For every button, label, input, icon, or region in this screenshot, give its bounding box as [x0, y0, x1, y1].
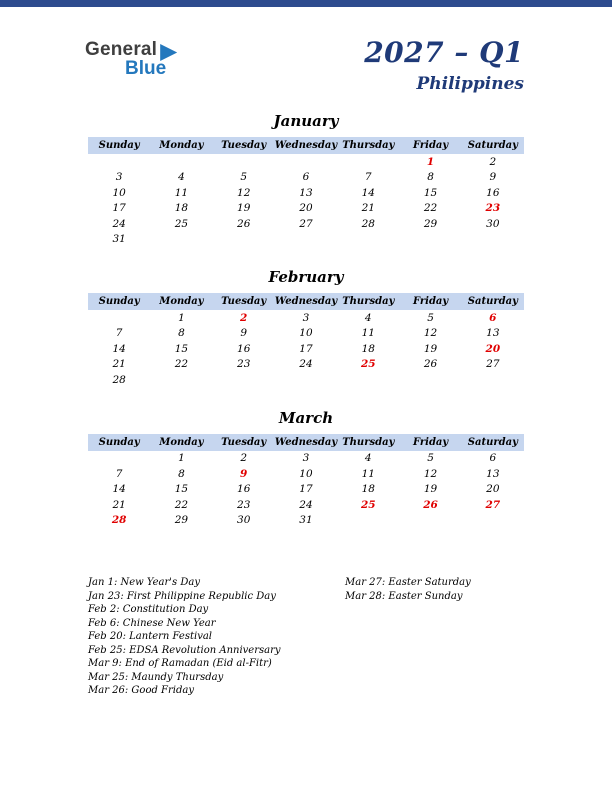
- date-cell: 24: [299, 358, 313, 371]
- date-cell: 21: [112, 358, 126, 371]
- month-title: March: [278, 408, 334, 427]
- page-subtitle: Philippines: [416, 74, 524, 94]
- date-cell: 25: [174, 217, 189, 230]
- date-cell: 6: [302, 171, 310, 184]
- date-cell: 4: [364, 311, 372, 324]
- week-row: [88, 185, 524, 201]
- date-cell: 30: [237, 514, 251, 527]
- date-cell: 4: [364, 452, 372, 465]
- date-cell: 19: [423, 483, 438, 496]
- date-cell: 26: [423, 498, 438, 511]
- date-cell: 9: [240, 327, 248, 340]
- holiday-note: Jan 1: New Year's Day: [88, 577, 200, 588]
- date-cell: 27: [485, 498, 501, 511]
- date-cell: 26: [423, 358, 438, 371]
- week-row: [88, 154, 524, 170]
- date-cell: 15: [174, 342, 189, 355]
- date-cell: 17: [112, 202, 126, 215]
- weekday-header-wednesday: Wednesday: [274, 436, 338, 448]
- date-cell: 4: [178, 171, 185, 184]
- date-cell: 15: [423, 186, 438, 199]
- date-cell: 23: [237, 358, 251, 371]
- page-title: 2027 – Q1: [364, 36, 524, 69]
- weekday-header-monday: Monday: [159, 436, 204, 448]
- date-cell: 14: [112, 483, 126, 496]
- weekday-header-row: [88, 434, 524, 451]
- months-container: [88, 112, 524, 549]
- date-cell: 28: [112, 373, 126, 386]
- week-row: [88, 326, 524, 342]
- date-cell: 17: [299, 483, 313, 496]
- title-block: [364, 36, 524, 94]
- holiday-note: Feb 6: Chinese New Year: [88, 617, 216, 629]
- weekday-header-wednesday: Wednesday: [274, 140, 338, 151]
- weekday-header-saturday: Saturday: [467, 296, 518, 307]
- logo: [85, 38, 177, 79]
- weekday-header-sunday: Sunday: [98, 140, 140, 151]
- date-cell: 31: [112, 233, 126, 246]
- date-cell: 27: [299, 217, 313, 230]
- date-cell: 18: [361, 342, 375, 355]
- weekday-header-wednesday: Wednesday: [274, 296, 338, 307]
- date-cell: 7: [115, 327, 123, 340]
- date-cell: 18: [361, 483, 375, 496]
- date-cell: 23: [485, 202, 501, 215]
- date-cell: 1: [178, 311, 185, 324]
- date-cell: 11: [361, 467, 375, 480]
- holiday-notes: [88, 576, 524, 698]
- holiday-notes-left: [88, 576, 345, 698]
- date-cell: 23: [237, 498, 251, 511]
- logo-text-blue: Blue: [125, 58, 167, 79]
- date-cell: 16: [237, 483, 251, 496]
- week-row: [88, 341, 524, 357]
- date-cell: 12: [423, 327, 438, 340]
- month-february: [88, 268, 524, 388]
- date-cell: 8: [427, 171, 434, 184]
- weekday-header-thursday: Thursday: [342, 436, 395, 448]
- date-cell: 13: [486, 327, 500, 340]
- weekday-header-tuesday: Tuesday: [221, 140, 267, 151]
- week-row: [88, 513, 524, 529]
- weekday-header-friday: Friday: [412, 296, 449, 307]
- weekday-header-tuesday: Tuesday: [221, 296, 267, 307]
- weekday-header-thursday: Thursday: [342, 296, 395, 307]
- date-cell: 20: [486, 483, 500, 496]
- date-cell: 27: [486, 358, 500, 371]
- week-row: [88, 216, 524, 232]
- month-title: January: [273, 112, 339, 130]
- date-cell: 7: [115, 467, 123, 480]
- date-cell: 11: [174, 186, 189, 199]
- date-cell: 2: [489, 155, 497, 168]
- weekday-header-saturday: Saturday: [467, 436, 518, 448]
- date-cell: 3: [302, 311, 310, 324]
- date-cell: 24: [299, 498, 313, 511]
- week-row: [88, 357, 524, 373]
- date-cell: 10: [112, 186, 126, 199]
- date-cell: 19: [423, 342, 438, 355]
- weekday-header-row: [88, 137, 524, 154]
- week-row: [88, 170, 524, 186]
- holiday-note: Jan 23: First Philippine Republic Day: [88, 590, 276, 602]
- date-cell: 10: [299, 327, 313, 340]
- date-cell: 28: [111, 514, 127, 527]
- weekday-header-friday: Friday: [412, 140, 449, 151]
- weekday-header-thursday: Thursday: [342, 140, 395, 151]
- date-cell: 19: [237, 202, 251, 215]
- date-cell: 13: [486, 467, 500, 480]
- week-row: [88, 372, 524, 388]
- date-cell: 6: [489, 452, 497, 465]
- date-cell: 8: [178, 327, 185, 340]
- month-january: [88, 112, 524, 247]
- date-cell: 13: [299, 186, 313, 199]
- date-cell: 16: [237, 342, 251, 355]
- date-cell: 16: [486, 186, 500, 199]
- top-accent-bar: [0, 0, 612, 7]
- date-cell: 14: [112, 342, 126, 355]
- date-cell: 25: [360, 358, 376, 371]
- week-row: [88, 232, 524, 248]
- week-row: [88, 466, 524, 482]
- date-cell: 26: [237, 217, 251, 230]
- date-cell: 3: [302, 452, 310, 465]
- date-cell: 30: [486, 217, 500, 230]
- holiday-note: Mar 9: End of Ramadan (Eid al-Fitr): [88, 658, 272, 669]
- holiday-note: Mar 28: Easter Sunday: [345, 590, 463, 602]
- date-cell: 5: [240, 171, 248, 184]
- date-cell: 17: [299, 342, 313, 355]
- date-cell: 9: [489, 171, 497, 184]
- date-cell: 8: [178, 467, 185, 480]
- date-cell: 15: [174, 483, 189, 496]
- date-cell: 9: [240, 467, 248, 480]
- month-march: [88, 409, 524, 529]
- holiday-note: Feb 25: EDSA Revolution Anniversary: [88, 644, 281, 656]
- date-cell: 20: [299, 202, 313, 215]
- holiday-note: Mar 25: Maundy Thursday: [88, 671, 224, 683]
- date-cell: 22: [423, 202, 438, 215]
- logo-text-general: General: [85, 38, 158, 60]
- date-cell: 20: [485, 342, 501, 355]
- date-cell: 25: [360, 498, 376, 511]
- date-cell: 5: [427, 452, 434, 465]
- date-cell: 29: [174, 514, 189, 527]
- date-cell: 14: [361, 186, 375, 199]
- week-row: [88, 482, 524, 498]
- date-cell: 7: [364, 171, 372, 184]
- date-cell: 2: [240, 452, 248, 465]
- month-title: February: [268, 268, 344, 286]
- date-cell: 18: [174, 202, 189, 215]
- date-cell: 22: [174, 358, 189, 371]
- week-row: [88, 201, 524, 217]
- date-cell: 29: [423, 217, 438, 230]
- holiday-note: Mar 27: Easter Saturday: [345, 577, 471, 588]
- date-cell: 12: [423, 467, 438, 480]
- date-cell: 3: [115, 171, 123, 184]
- date-cell: 22: [174, 498, 189, 511]
- week-row: [88, 310, 524, 326]
- week-row: [88, 451, 524, 467]
- weekday-header-saturday: Saturday: [467, 140, 518, 151]
- date-cell: 21: [361, 202, 375, 215]
- holiday-note: Feb 2: Constitution Day: [88, 604, 209, 615]
- date-cell: 28: [361, 217, 375, 230]
- holiday-notes-right: [345, 576, 524, 698]
- date-cell: 2: [240, 311, 248, 324]
- date-cell: 11: [361, 327, 375, 340]
- weekday-header-friday: Friday: [412, 436, 449, 448]
- date-cell: 31: [299, 514, 313, 527]
- weekday-header-monday: Monday: [159, 296, 204, 307]
- holiday-note: Mar 26: Good Friday: [88, 685, 194, 696]
- weekday-header-monday: Monday: [159, 140, 204, 151]
- week-row: [88, 497, 524, 513]
- date-cell: 12: [237, 186, 251, 199]
- date-cell: 1: [426, 155, 435, 168]
- weekday-header-row: [88, 293, 524, 310]
- weekday-header-tuesday: Tuesday: [221, 436, 267, 448]
- date-cell: 5: [427, 311, 434, 324]
- date-cell: 1: [178, 452, 185, 465]
- date-cell: 24: [112, 217, 126, 230]
- date-cell: 21: [112, 498, 126, 511]
- weekday-header-sunday: Sunday: [98, 296, 140, 307]
- weekday-header-sunday: Sunday: [98, 436, 140, 448]
- holiday-note: Feb 20: Lantern Festival: [88, 631, 213, 642]
- date-cell: 6: [489, 311, 497, 324]
- date-cell: 10: [299, 467, 313, 480]
